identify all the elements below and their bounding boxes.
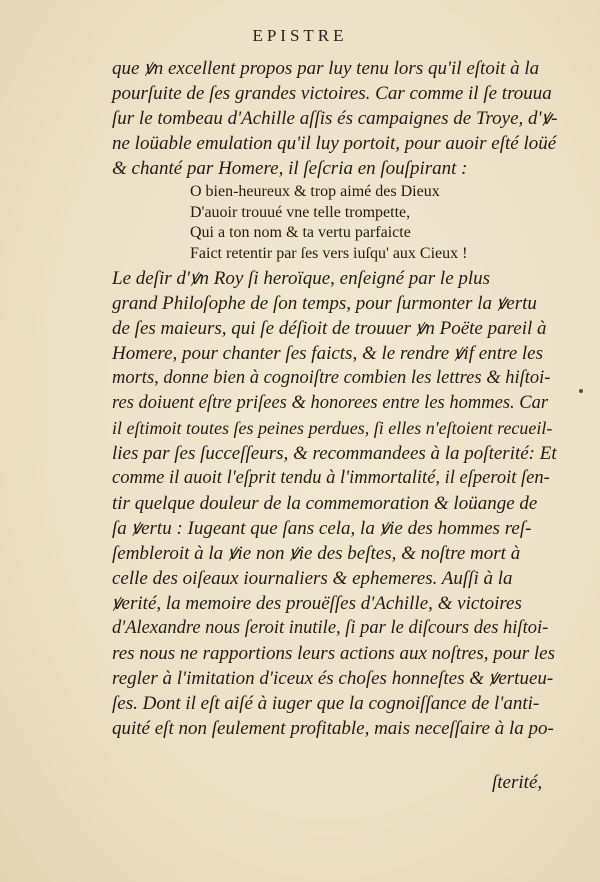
text-line: ne loüable emulation qu'il luy portoit, pour auoir eſté loüé	[112, 133, 557, 154]
catchword: ſterité,	[492, 772, 543, 793]
text-line: ſa ꝟertu : Iugeant que ſans cela, la ꝟie des hommes reſ-	[112, 518, 532, 539]
paragraph-2	[112, 266, 558, 741]
text-line: de ſes maieurs, qui ſe déſioit de trouuer ꝟn Poëte pareil à	[112, 318, 547, 339]
text-line: Homere, pour chanter ſes faicts, & le rendre ꝟif entre les	[112, 343, 543, 364]
text-line: res nous ne rapportions leurs actions aux noſtres, pour les	[112, 643, 555, 664]
paragraph-1	[112, 56, 558, 181]
text-line: pourſuite de ſes grandes victoires. Car comme il ſe trouua	[112, 83, 552, 104]
text-line: quité eſt non ſeulement profitable, mais neceſſaire à la po-	[112, 718, 554, 739]
verse-line: Qui a ton nom & ta vertu parfaicte	[190, 224, 411, 241]
text-line: il eſtimoit toutes ſes peines perdues, ſi elles n'eſtoient recueil-	[112, 418, 553, 438]
text-line: grand Philoſophe de ſon temps, pour ſurmonter la ꝟertu	[112, 293, 537, 314]
text-line: ꝟerité, la memoire des prouëſſes d'Achille, & victoires	[112, 593, 522, 614]
text-line: ſembleroit à la ꝟie non ꝟie des beſtes, & noſtre mort à	[112, 543, 521, 564]
verse-line: D'auoir trouué vne telle trompette,	[190, 203, 411, 221]
text-line: ſes. Dont il eſt aiſé à iuger que la cognoiſſance de l'anti-	[112, 693, 540, 714]
text-line: Le deſir d'ꝟn Roy ſi heroïque, enſeigné par le plus	[112, 268, 491, 289]
text-line: comme il auoit l'eſprit tendu à l'immortalité, il eſperoit ſen-	[112, 468, 550, 488]
text-line: celle des oiſeaux iournaliers & ephemeres. Auſſi à la	[112, 568, 513, 589]
text-line: lies par ſes ſucceſſeurs, & recommandees à la poſterité: Et	[112, 443, 557, 464]
text-line: morts, donne bien à cognoiſtre combien les lettres & hiſtoi-	[112, 368, 551, 388]
verse-line: O bien-heureux & trop aimé des Dieux	[190, 183, 440, 200]
text-line: que ꝟn excellent propos par luy tenu lors qu'il eſtoit à la	[112, 58, 540, 79]
text-line: res doiuent eſtre priſees & honorees entre les hommes. Car	[112, 393, 549, 413]
text-line: ſur le tombeau d'Achille aſſis és campaignes de Troye, d'ꝟ-	[112, 108, 558, 129]
verse-line: Faict retentir par ſes vers iuſqu' aux Cieux !	[190, 244, 468, 262]
verse-quatrain	[190, 182, 510, 264]
text-line: regler à l'imitation d'iceux és choſes honneſtes & ꝟertueu-	[112, 668, 554, 689]
margin-mark	[579, 389, 583, 393]
text-line: tir quelque douleur de la commemoration & loüange de	[112, 493, 538, 514]
text-line: d'Alexandre nous ſeroit inutile, ſi par le diſcours des hiſtoi-	[112, 618, 549, 638]
running-head: EPISTRE	[252, 26, 348, 45]
text-line: & chanté par Homere, il ſeſcria en ſouſpirant :	[112, 158, 468, 179]
